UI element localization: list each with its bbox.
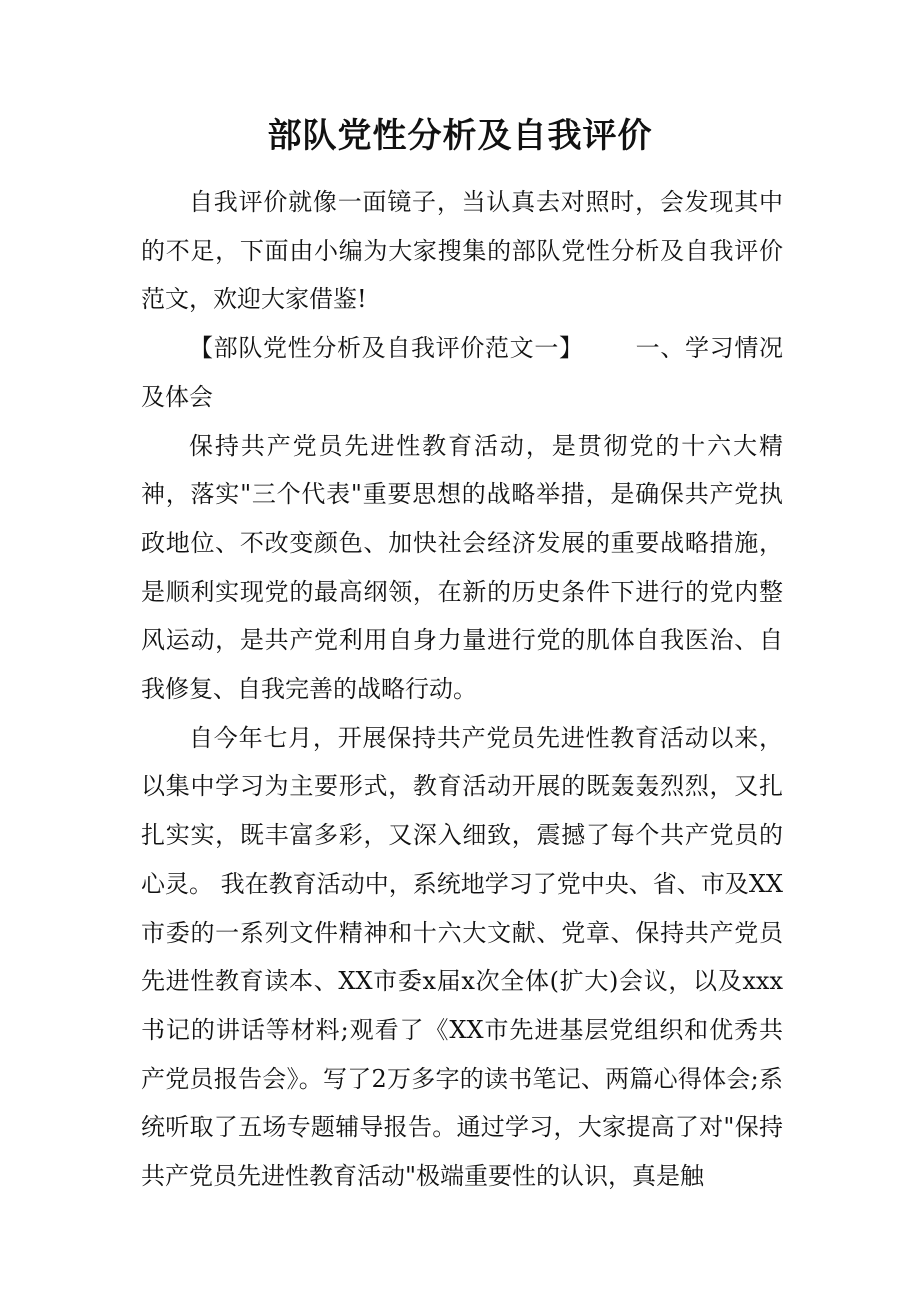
intro-paragraph: 自我评价就像一面镜子，当认真去对照时，会发现其中的不足，下面由小编为大家搜集的部队党性分析及自我评价范文，欢迎大家借鉴!	[141, 188, 783, 314]
section-label: 【部队党性分析及自我评价范文一】	[189, 334, 584, 363]
body-paragraph-2: 自今年七月，开展保持共产党员先进性教育活动以来，以集中学习为主要形式，教育活动开展的既轰轰烈烈，又扎扎实实，既丰富多彩，又深入细致，震撼了每个共产党员的心灵。 我在教育活动中，系统地学习了党中央、省、市及XX市委的一系列文件精神和十六大文献、党章、保持共产党员先进性教育读本、XX市委x届x次全体(扩大)会议，以及xxx书记的讲话等材料;观看了《XX市先进基层党组织和优秀共产党员报告会》。写了2万多字的读书笔记、两篇心得体会;系统听取了五场专题辅导报告。通过学习，大家提高了对"保持共产党员先进性教育活动"极端重要性的认识，真是触	[141, 723, 783, 1191]
section-heading	[141, 324, 783, 421]
document-body	[141, 178, 783, 1201]
document-title: 部队党性分析及自我评价	[267, 116, 653, 156]
body-paragraph-1: 保持共产党员先进性教育活动，是贯彻党的十六大精神，落实"三个代表"重要思想的战略举措，是确保共产党执政地位、不改变颜色、加快社会经济发展的重要战略措施，是顺利实现党的最高纲领，在新的历史条件下进行的党内整风运动，是共产党利用自身力量进行党的肌体自我医治、自我修复、自我完善的战略行动。	[141, 431, 783, 704]
section-subheading: 一、学习情况及体会	[141, 334, 784, 411]
